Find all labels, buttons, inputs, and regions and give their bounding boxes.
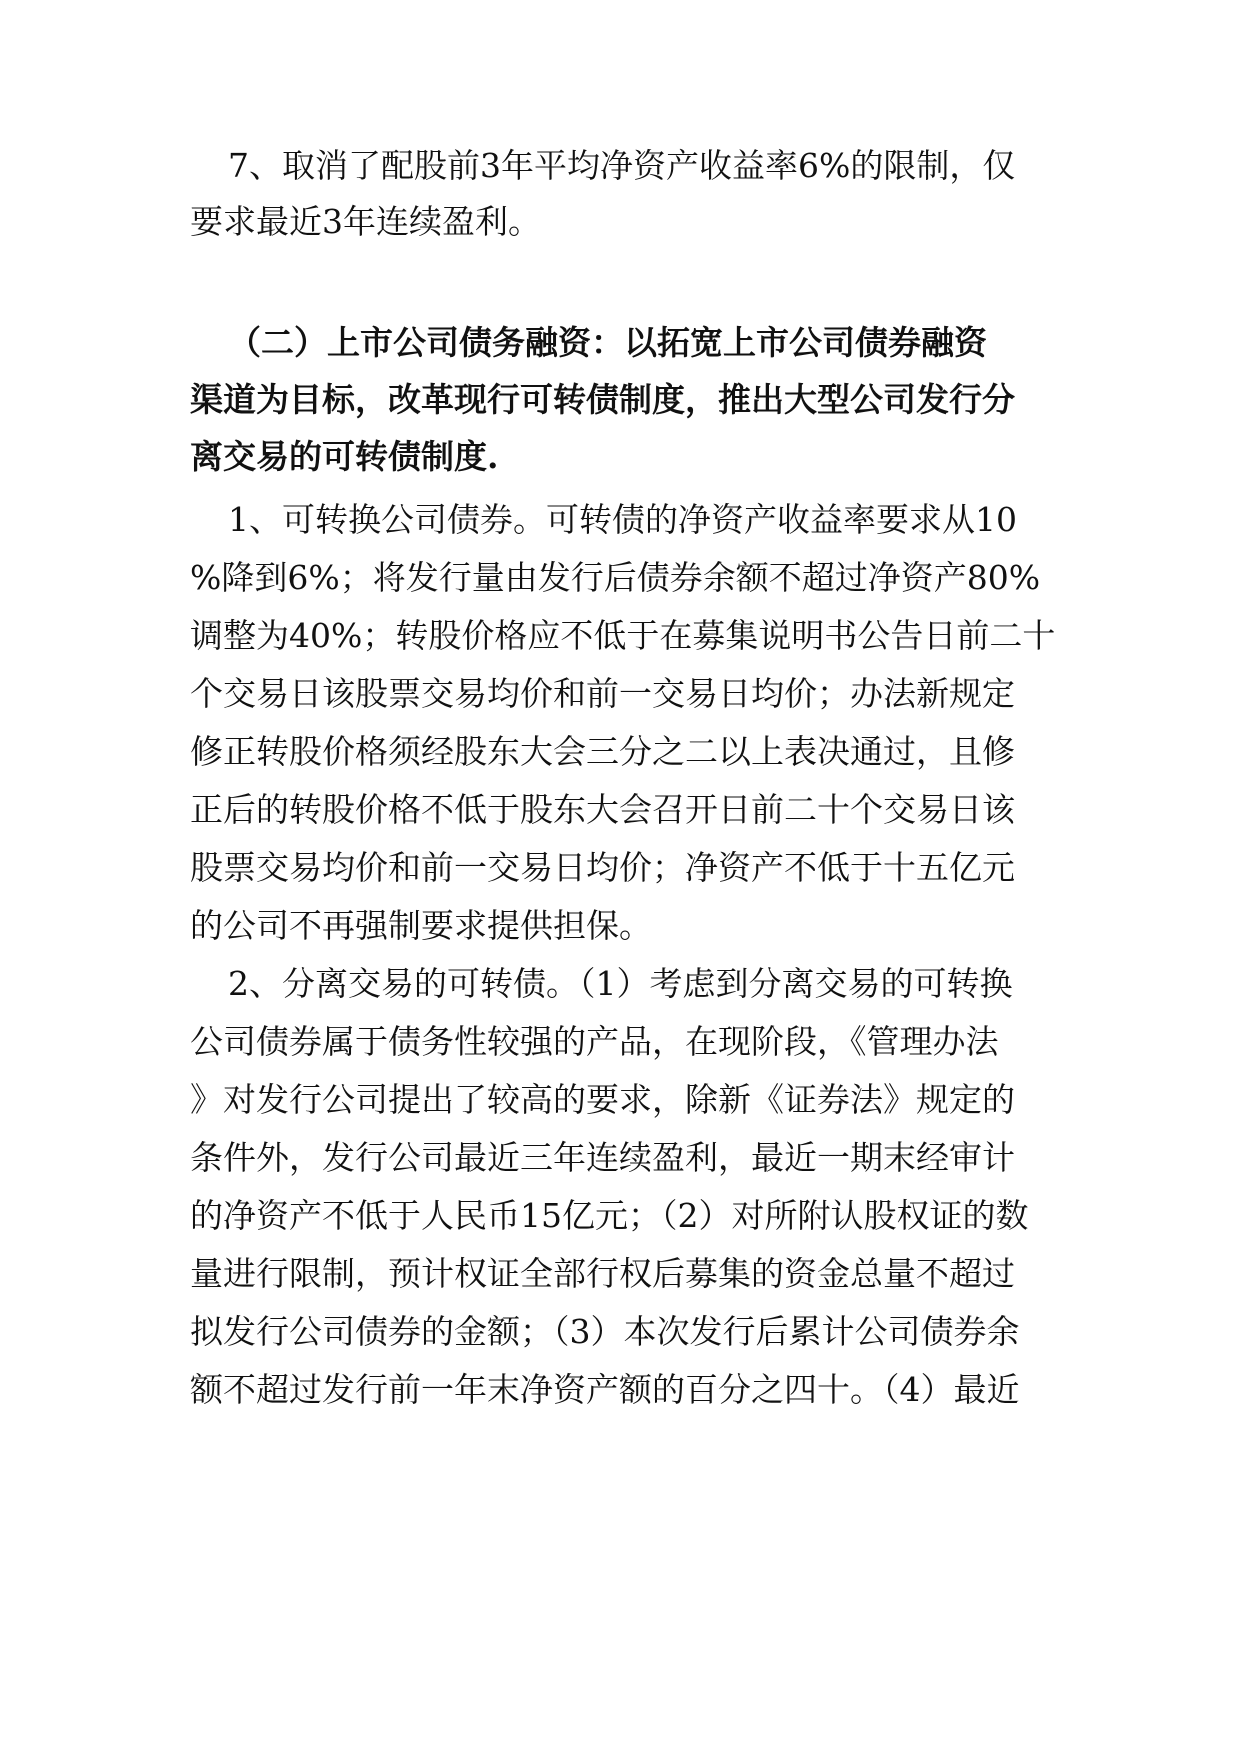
paragraph-line: 要求最近3年连续盈利。 (190, 202, 541, 241)
heading-line: （二）上市公司债务融资：以拓宽上市公司债券融资 (228, 323, 987, 362)
paragraph-line: 拟发行公司债券的金额；（3）本次发行后累计公司债券余 (190, 1312, 1020, 1351)
paragraph-line: %降到6%；将发行量由发行后债券余额不超过净资产80% (190, 558, 1041, 597)
paragraph-line: 公司债券属于债务性较强的产品，在现阶段，《管理办法 (190, 1022, 999, 1061)
paragraph-line: 条件外，发行公司最近三年连续盈利，最近一期末经审计 (190, 1138, 1015, 1177)
paragraph-line: 1、可转换公司债券。可转债的净资产收益率要求从10 (228, 500, 1017, 539)
paragraph-line: 的公司不再强制要求提供担保。 (190, 906, 652, 945)
paragraph-line: 2、分离交易的可转债。（1）考虑到分离交易的可转换 (228, 964, 1013, 1003)
paragraph-line: 个交易日该股票交易均价和前一交易日均价；办法新规定 (190, 674, 1015, 713)
paragraph-line: 的净资产不低于人民币15亿元；（2）对所附认股权证的数 (190, 1196, 1029, 1235)
paragraph-line: 修正转股价格须经股东大会三分之二以上表决通过，且修 (190, 732, 1015, 771)
paragraph-line: 》对发行公司提出了较高的要求，除新《证券法》规定的 (190, 1080, 1015, 1119)
paragraph-line: 额不超过发行前一年末净资产额的百分之四十。（4）最近 (190, 1370, 1020, 1409)
heading-line: 离交易的可转债制度. (190, 437, 499, 476)
paragraph-line: 调整为40%；转股价格应不低于在募集说明书公告日前二十 (190, 616, 1056, 655)
paragraph-line: 股票交易均价和前一交易日均价；净资产不低于十五亿元 (190, 848, 1015, 887)
paragraph-line: 正后的转股价格不低于股东大会召开日前二十个交易日该 (190, 790, 1015, 829)
paragraph-line: 量进行限制，预计权证全部行权后募集的资金总量不超过 (190, 1254, 1015, 1293)
heading-line: 渠道为目标，改革现行可转债制度，推出大型公司发行分 (190, 380, 1015, 419)
paragraph-line: 7、取消了配股前3年平均净资产收益率6%的限制，仅 (228, 146, 1016, 185)
